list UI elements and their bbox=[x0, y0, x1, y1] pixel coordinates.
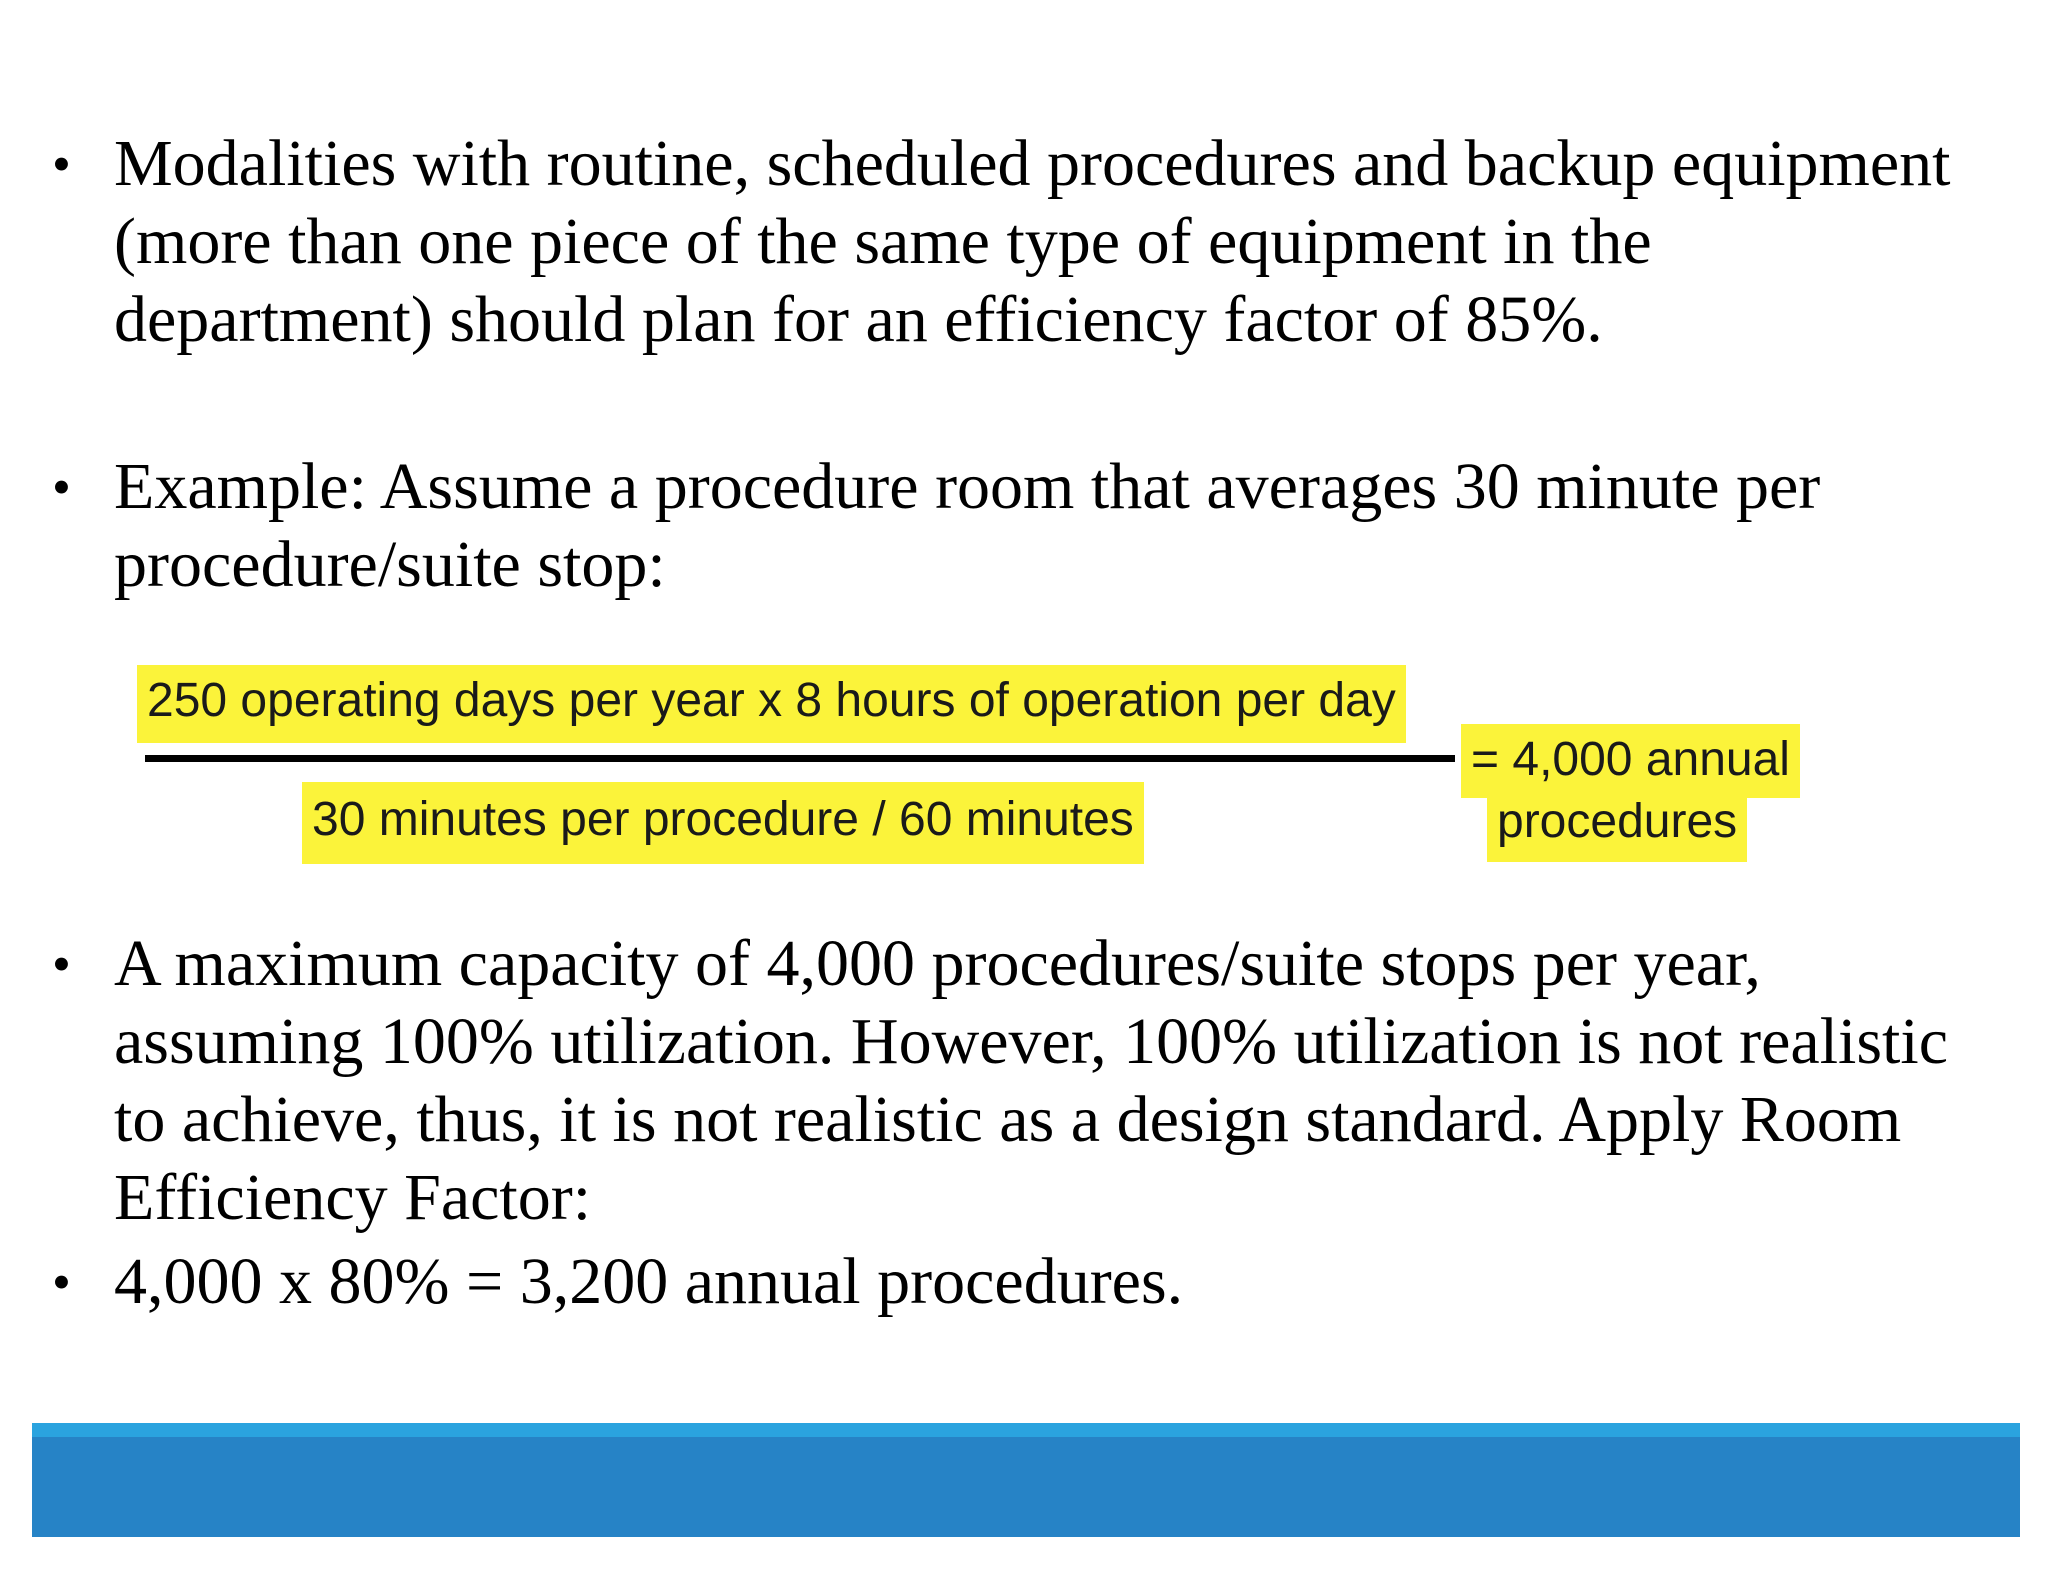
bullet-annual-procedures bbox=[52, 1243, 1992, 1323]
bullet-text: Modalities with routine, scheduled procedures and backup equipment (more than one piece of the same type of equipment in the department) should plan for an efficiency factor of 85%. bbox=[114, 127, 1951, 356]
bullet-text: 4,000 x 80% = 3,200 annual procedures. bbox=[114, 1245, 1184, 1318]
footer-bar bbox=[32, 1437, 2020, 1537]
formula-result-line-1: = 4,000 annual bbox=[1461, 724, 1800, 798]
bullet-marker: • bbox=[52, 134, 71, 194]
formula-result-line-2: procedures bbox=[1487, 790, 1747, 862]
bullet-text: A maximum capacity of 4,000 procedures/suite stops per year, assuming 100% utilization. However, 100% utilization is not realistic to achieve, thus, it is not realistic as a design standard. Apply Room Efficiency Factor: bbox=[114, 927, 1949, 1234]
bullet-example bbox=[52, 448, 1992, 608]
bullet-marker: • bbox=[52, 1252, 71, 1312]
bullet-maximum-capacity bbox=[52, 925, 1992, 1245]
formula-numerator: 250 operating days per year x 8 hours of operation per day bbox=[137, 665, 1406, 743]
bullet-text: Example: Assume a procedure room that averages 30 minute per procedure/suite stop: bbox=[114, 450, 1821, 601]
formula-denominator: 30 minutes per procedure / 60 minutes bbox=[302, 782, 1144, 864]
fraction-line bbox=[145, 755, 1455, 762]
bullet-efficiency-factor bbox=[52, 125, 1992, 365]
bullet-marker: • bbox=[52, 934, 71, 994]
bullet-marker: • bbox=[52, 457, 71, 517]
footer-accent-stripe bbox=[32, 1423, 2020, 1437]
